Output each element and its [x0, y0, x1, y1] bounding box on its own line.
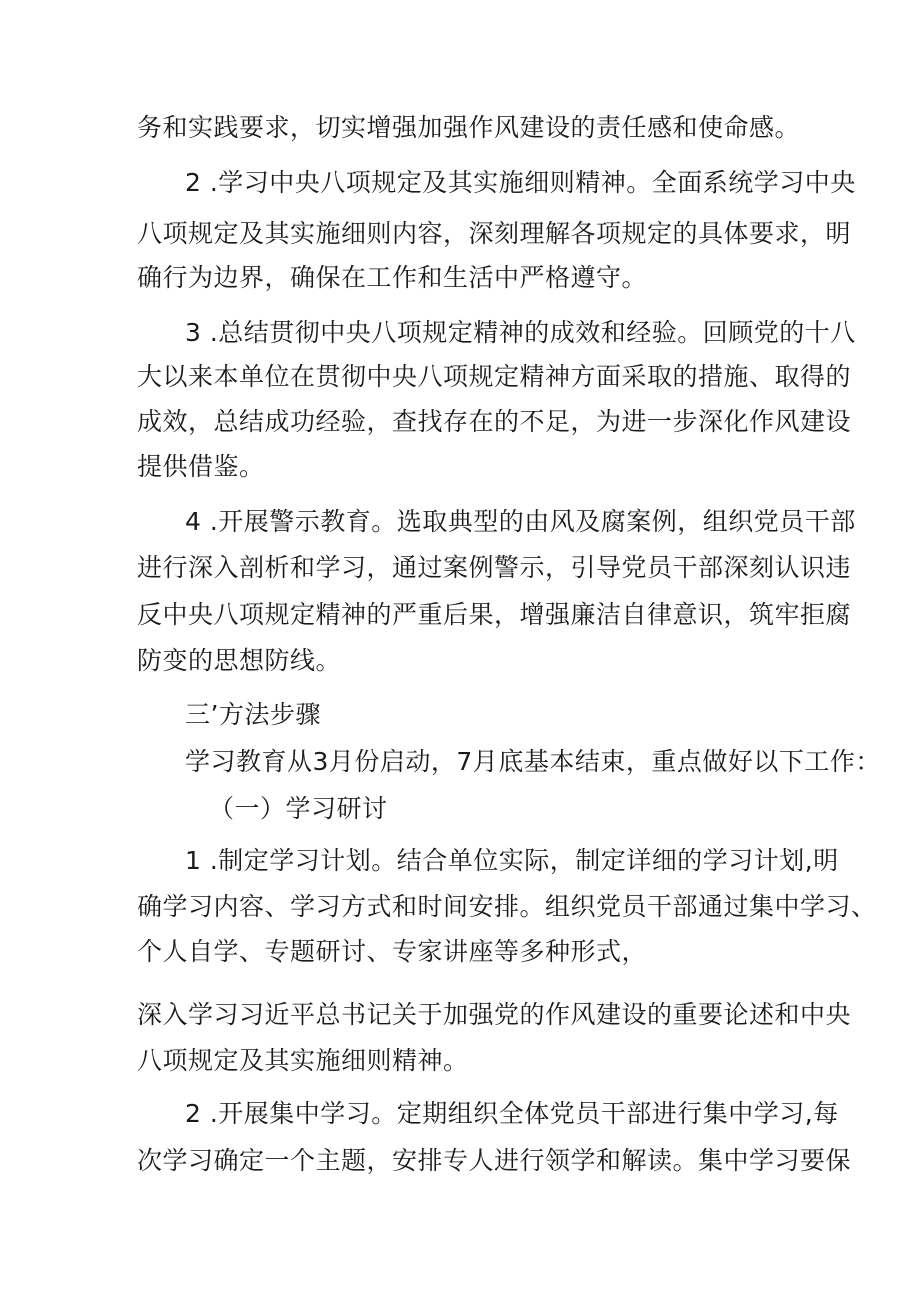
paragraph-line: 次学习确定一个主题，安排专人进行领学和解读。集中学习要保	[137, 1146, 852, 1175]
paragraph-line: 4 .开展警示教育。选取典型的由风及腐案例，组织党员干部	[185, 507, 856, 536]
paragraph-line: 成效，总结成功经验，查找存在的不足，为进一步深化作风建设	[137, 407, 852, 436]
paragraph-line: 3 .总结贯彻中央八项规定精神的成效和经验。回顾党的十八	[185, 318, 856, 347]
paragraph-line: 个人自学、专题研讨、专家讲座等多种形式，	[137, 937, 648, 966]
subsection-heading: （一）学习研讨	[209, 794, 388, 823]
paragraph-line: 反中央八项规定精神的严重后果，增强廉洁自律意识，筑牢拒腐	[137, 600, 852, 629]
paragraph-line: 学习教育从3月份启动，7月底基本结束，重点做好以下工作：	[185, 747, 881, 776]
paragraph-line: 大以来本单位在贯彻中央八项规定精神方面采取的措施、取得的	[137, 362, 852, 391]
paragraph-line: 八项规定及其实施细则内容，深刻理解各项规定的具体要求，明	[137, 219, 852, 248]
section-heading: 三’方法步骤	[185, 700, 321, 729]
paragraph-line: 务和实践要求，切实增强加强作风建设的责任感和使命感。	[137, 113, 801, 142]
paragraph-line: 2 .学习中央八项规定及其实施细则精神。全面系统学习中央	[185, 168, 856, 197]
paragraph-line: 深入学习习近平总书记关于加强党的作风建设的重要论述和中央	[137, 1000, 852, 1029]
paragraph-line: 1 .制定学习计划。结合单位实际，制定详细的学习计划,明	[185, 846, 839, 875]
paragraph-line: 确学习内容、学习方式和时间安排。组织党员干部通过集中学习、	[137, 892, 877, 921]
paragraph-line: 提供借鉴。	[137, 452, 265, 481]
paragraph-line: 防变的思想防线。	[137, 646, 342, 675]
paragraph-line: 八项规定及其实施细则精神。	[137, 1046, 469, 1075]
paragraph-line: 确行为边界，确保在工作和生活中严格遵守。	[137, 263, 648, 292]
paragraph-line: 进行深入剖析和学习，通过案例警示，引导党员干部深刻认识违	[137, 553, 852, 582]
paragraph-line: 2 .开展集中学习。定期组织全体党员干部进行集中学习,每	[185, 1099, 839, 1128]
